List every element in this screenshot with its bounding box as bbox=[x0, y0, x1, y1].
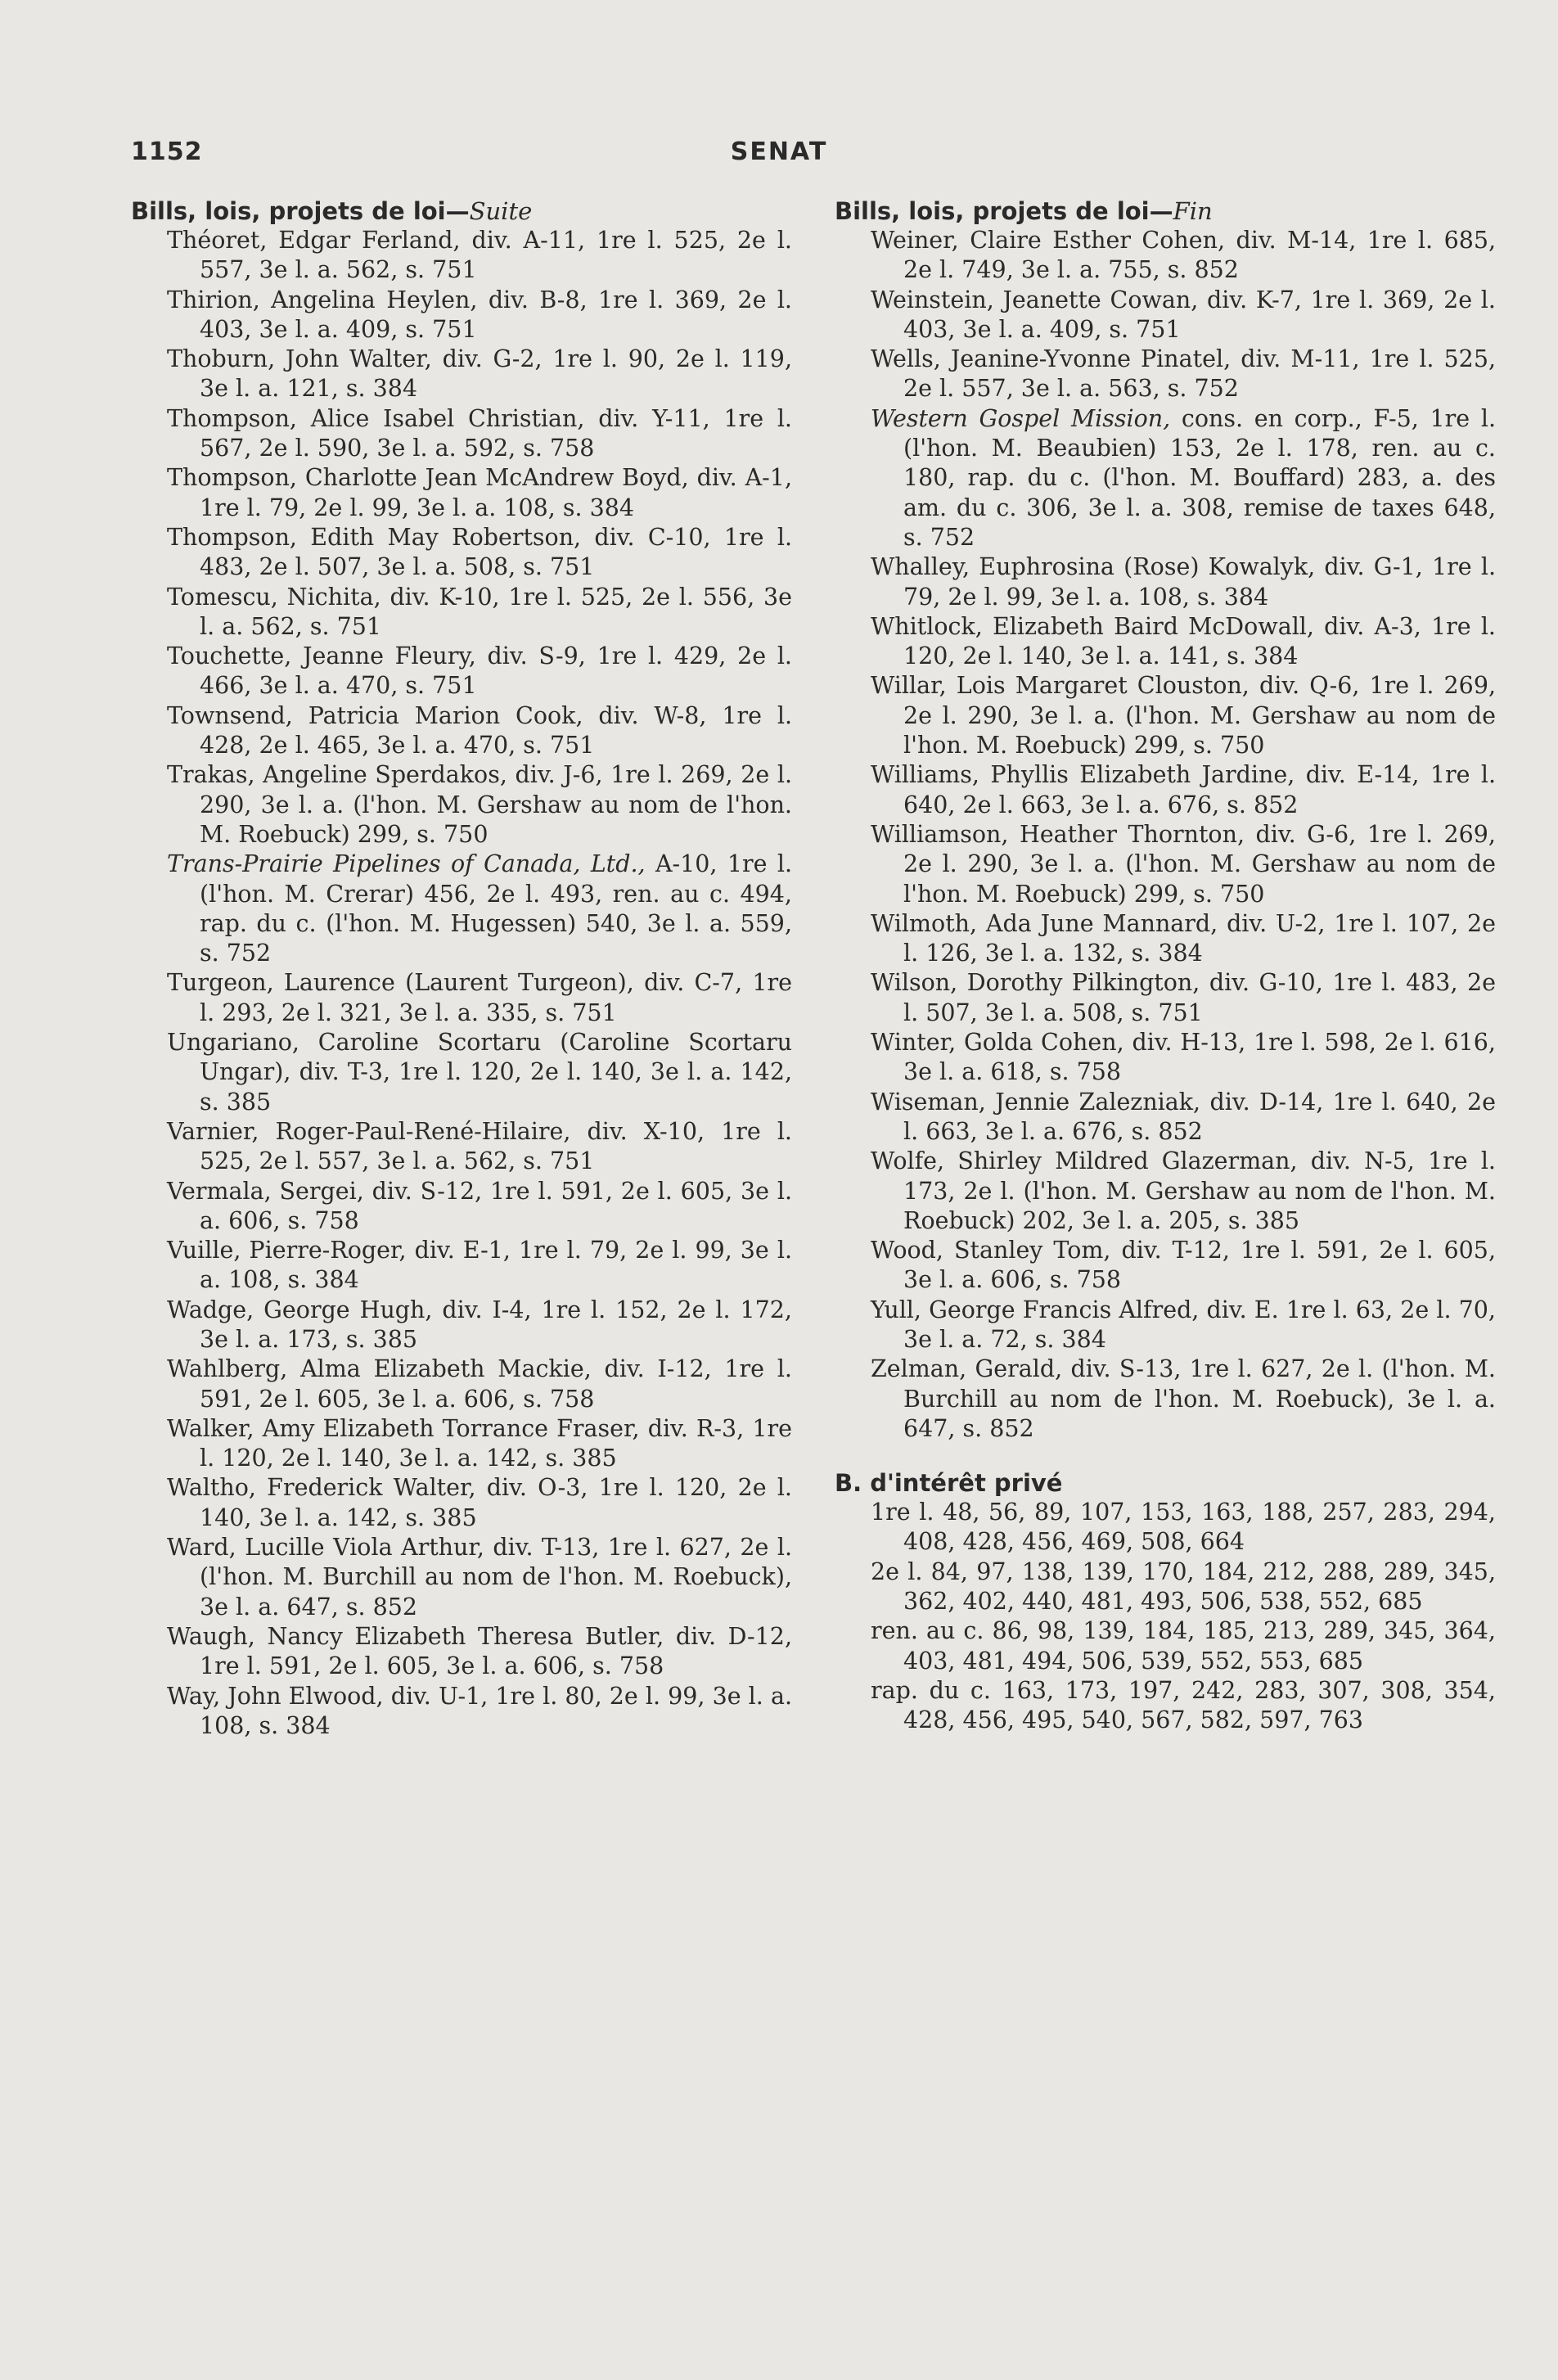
index-entry bbox=[131, 850, 792, 968]
entry-name: Townsend, Patricia Marion Cook, bbox=[167, 701, 583, 729]
entry-list bbox=[835, 226, 1496, 1444]
entry-references: div. I-4, 1re l. 152, 2e l. 172, 3e l. a. 173, s. 385 bbox=[200, 1296, 792, 1353]
index-entry bbox=[131, 1473, 792, 1533]
index-entry bbox=[131, 1028, 792, 1117]
heading-suffix: Fin bbox=[1173, 197, 1213, 225]
entry-references: 84, 97, 138, 139, 170, 184, 212, 288, 289, 345, 362, 402, 440, 481, 493, 506, 538, 552, 685 bbox=[903, 1557, 1497, 1616]
entry-name: Weiner, Claire Esther Cohen, bbox=[871, 227, 1226, 254]
entry-name: Thirion, Angelina Heylen, bbox=[167, 286, 478, 313]
entry-name: Williams, Phyllis Elizabeth Jardine, bbox=[871, 761, 1295, 789]
index-entry bbox=[835, 1557, 1496, 1617]
entry-references: div. D-12, 1re l. 591, 2e l. 605, 3e l. a. 606, s. 758 bbox=[200, 1622, 793, 1680]
heading-text: Bills, lois, projets de loi— bbox=[131, 197, 470, 225]
index-entry bbox=[835, 1355, 1496, 1444]
index-entry bbox=[131, 226, 792, 286]
heading-text: Bills, lois, projets de loi— bbox=[835, 197, 1173, 225]
index-entry bbox=[131, 286, 792, 345]
entry-references: div. R-3, 1re l. 120, 2e l. 140, 3e l. a. 142, s. 385 bbox=[200, 1414, 792, 1472]
entry-name: Waltho, Frederick Walter, bbox=[167, 1474, 476, 1502]
index-entry bbox=[131, 1355, 792, 1414]
entry-name: Wiseman, Jennie Zalezniak, bbox=[871, 1088, 1201, 1116]
entry-name: Whitlock, Elizabeth Baird McDowall, bbox=[871, 612, 1314, 640]
heading-suffix: Suite bbox=[469, 197, 533, 225]
index-entry bbox=[131, 1177, 792, 1237]
index-entry bbox=[131, 642, 792, 701]
entry-references: div. E-1, 1re l. 79, 2e l. 99, 3e l. a. 108, s. 384 bbox=[200, 1237, 793, 1294]
entry-name: Whalley, Euphrosina (Rose) Kowalyk, bbox=[871, 553, 1316, 581]
entry-references: div. J-6, 1re l. 269, 2e l. 290, 3e l. a. (l'hon. M. Gershaw au nom de l'hon. M. Roebuck) 299, s. 750 bbox=[200, 761, 793, 848]
index-entry bbox=[835, 671, 1496, 760]
page-number: 1152 bbox=[131, 137, 203, 166]
index-entry bbox=[835, 552, 1496, 612]
entry-references: div. C-10, 1re l. 483, 2e l. 507, 3e l. a. 508, s. 751 bbox=[200, 523, 792, 581]
index-entry bbox=[131, 1533, 792, 1622]
entry-name: Wilson, Dorothy Pilkington, bbox=[871, 969, 1200, 997]
entry-name: Western Gospel Mission, bbox=[871, 404, 1171, 432]
entry-references: div. A-1, 1re l. 79, 2e l. 99, 3e l. a. 108, s. 384 bbox=[200, 464, 792, 521]
index-entry bbox=[131, 1682, 792, 1742]
entry-references: div. Q-6, 1re l. 269, 2e l. 290, 3e l. a. (l'hon. M. Gershaw au nom de l'hon. M. Roebuck) 299, s. 750 bbox=[903, 672, 1497, 760]
entry-references: div. O-3, 1re l. 120, 2e l. 140, 3e l. a. 142, s. 385 bbox=[200, 1474, 792, 1531]
index-entry bbox=[131, 523, 792, 583]
left-column bbox=[131, 196, 792, 1741]
entry-name: Touchette, Jeanne Fleury, bbox=[167, 642, 476, 670]
entry-name: 1re l. bbox=[871, 1499, 934, 1526]
index-entry bbox=[131, 404, 792, 464]
index-entry bbox=[835, 1296, 1496, 1355]
index-entry bbox=[835, 909, 1496, 969]
entry-name: Winter, Golda Cohen, bbox=[871, 1029, 1124, 1057]
index-entry bbox=[835, 820, 1496, 909]
index-entry bbox=[835, 404, 1496, 552]
index-entry bbox=[131, 1414, 792, 1474]
entry-name: Ward, Lucille Viola Arthur, bbox=[167, 1534, 484, 1562]
entry-references: div. M-11, 1re l. 525, 2e l. 557, 3e l. a. 563, s. 752 bbox=[903, 345, 1497, 403]
entry-name: Trakas, Angeline Sperdakos, bbox=[167, 761, 507, 789]
entry-name: Wahlberg, Alma Elizabeth Mackie, bbox=[167, 1355, 592, 1383]
index-entry bbox=[835, 1088, 1496, 1147]
entry-name: Williamson, Heather Thornton, bbox=[871, 820, 1245, 848]
entry-name: Way, John Elwood, bbox=[167, 1682, 384, 1710]
index-entry bbox=[131, 345, 792, 404]
entry-name: ren. au c. bbox=[871, 1617, 984, 1645]
entry-references: div. K-10, 1re l. 525, 2e l. 556, 3e l. a. 562, s. 751 bbox=[200, 583, 792, 640]
entry-references: 48, 56, 89, 107, 153, 163, 188, 257, 283, 294, 408, 428, 456, 469, 508, 664 bbox=[903, 1499, 1496, 1556]
index-entry bbox=[835, 1236, 1496, 1296]
entry-name: Wadge, George Hugh, bbox=[167, 1296, 433, 1323]
entry-references: div. Y-11, 1re l. 567, 2e l. 590, 3e l. a. 592, s. 758 bbox=[200, 404, 792, 462]
entry-references: div. W-8, 1re l. 428, 2e l. 465, 3e l. a. 470, s. 751 bbox=[200, 701, 793, 760]
entry-references: div. G-2, 1re l. 90, 2e l. 119, 3e l. a. 121, s. 384 bbox=[200, 345, 792, 403]
entry-references: div. S-9, 1re l. 429, 2e l. 466, 3e l. a. 470, s. 751 bbox=[200, 642, 792, 700]
entry-references: 163, 173, 197, 242, 283, 307, 308, 354, 428, 456, 495, 540, 567, 582, 597, 763 bbox=[903, 1676, 1496, 1734]
running-head: SENAT bbox=[730, 137, 828, 166]
entry-references: div. A-3, 1re l. 120, 2e l. 140, 3e l. a. 141, s. 384 bbox=[903, 612, 1496, 670]
index-entry bbox=[835, 1147, 1496, 1236]
private-entry-list bbox=[835, 1498, 1496, 1735]
index-entry bbox=[131, 1117, 792, 1177]
index-entry bbox=[835, 1028, 1496, 1088]
index-entry bbox=[835, 1676, 1496, 1736]
entry-name: Zelman, Gerald, bbox=[871, 1355, 1063, 1383]
index-entry bbox=[835, 968, 1496, 1028]
entry-references: div. M-14, 1re l. 685, 2e l. 749, 3e l. a. 755, s. 852 bbox=[903, 227, 1497, 284]
index-entry bbox=[835, 226, 1496, 286]
entry-references: div. A-11, 1re l. 525, 2e l. 557, 3e l. a. 562, s. 751 bbox=[200, 227, 792, 284]
entry-name: Thompson, Edith May Robertson, bbox=[167, 523, 582, 551]
entry-name: Wood, Stanley Tom, bbox=[871, 1237, 1111, 1264]
entry-name: Weinstein, Jeanette Cowan, bbox=[871, 286, 1199, 313]
entry-references: div. U-1, 1re l. 80, 2e l. 99, 3e l. a. 108, s. 384 bbox=[200, 1682, 793, 1739]
entry-references: div. S-12, 1re l. 591, 2e l. 605, 3e l. a. 606, s. 758 bbox=[200, 1177, 793, 1234]
entry-references: div. D-14, 1re l. 640, 2e l. 663, 3e l. a. 676, s. 852 bbox=[903, 1088, 1496, 1145]
entry-name: Théoret, Edgar Ferland, bbox=[167, 227, 461, 254]
index-entry bbox=[835, 1498, 1496, 1557]
entry-references: cons. en corp., F-5, 1re l. (l'hon. M. Beaubien) 153, 2e l. 178, ren. au c. 180, rap. du c. (l'hon. M. Bouffard) 283, a. des am. du c. 306, 3e l. a. 308, remise de taxes 648, s. 752 bbox=[903, 404, 1497, 551]
entry-references: div. E. 1re l. 63, 2e l. 70, 3e l. a. 72, s. 384 bbox=[903, 1296, 1496, 1353]
entry-name: Turgeon, Laurence (Laurent Turgeon), bbox=[167, 969, 634, 997]
entry-references: div. I-12, 1re l. 591, 2e l. 605, 3e l. a. 606, s. 758 bbox=[200, 1355, 792, 1413]
entry-references: div. B-8, 1re l. 369, 2e l. 403, 3e l. a. 409, s. 751 bbox=[200, 286, 792, 343]
index-entry bbox=[835, 1616, 1496, 1676]
entry-name: Tomescu, Nichita, bbox=[167, 583, 381, 611]
entry-name: Wells, Jeanine-Yvonne Pinatel, bbox=[871, 345, 1232, 373]
entry-name: Thoburn, John Walter, bbox=[167, 345, 432, 373]
entry-name: Waugh, Nancy Elizabeth Theresa Butler, bbox=[167, 1622, 664, 1650]
index-entry bbox=[835, 345, 1496, 404]
entry-name: Yull, George Francis Alfred, bbox=[871, 1296, 1200, 1323]
index-entry bbox=[131, 463, 792, 523]
entry-name: Ungariano, Caroline Scortaru (Caroline Scortaru Ungar), bbox=[167, 1029, 792, 1086]
index-entry bbox=[131, 968, 792, 1028]
index-entry bbox=[131, 583, 792, 642]
entry-references: div. K-7, 1re l. 369, 2e l. 403, 3e l. a. 409, s. 751 bbox=[903, 286, 1496, 343]
entry-name: Wolfe, Shirley Mildred Glazerman, bbox=[871, 1147, 1298, 1175]
entry-name: Vermala, Sergei, bbox=[167, 1177, 364, 1205]
index-entry bbox=[835, 760, 1496, 820]
entry-references: div. S-13, 1re l. 627, 2e l. (l'hon. M. Burchill au nom de l'hon. M. Roebuck), 3e l. a. 647, s. 852 bbox=[903, 1355, 1496, 1442]
entry-name: Wilmoth, Ada June Mannard, bbox=[871, 909, 1218, 937]
section-heading-private: B. d'intérêt privé bbox=[835, 1469, 1063, 1498]
entry-list bbox=[131, 226, 792, 1741]
index-entry bbox=[131, 701, 792, 761]
entry-name: Varnier, Roger-Paul-René-Hilaire, bbox=[167, 1117, 571, 1145]
entry-references: div. G-10, 1re l. 483, 2e l. 507, 3e l. a. 508, s. 751 bbox=[903, 969, 1497, 1026]
entry-references: div. E-14, 1re l. 640, 2e l. 663, 3e l. a. 676, s. 852 bbox=[903, 761, 1497, 818]
entry-references: div. H-13, 1re l. 598, 2e l. 616, 3e l. a. 618, s. 758 bbox=[903, 1029, 1496, 1086]
entry-name: Trans-Prairie Pipelines of Canada, Ltd., bbox=[167, 850, 646, 878]
entry-references: div. G-6, 1re l. 269, 2e l. 290, 3e l. a. (l'hon. M. Gershaw au nom de l'hon. M. Roebuck) 299, s. 750 bbox=[903, 820, 1496, 908]
entry-name: rap. du c. bbox=[871, 1676, 991, 1704]
index-entry bbox=[131, 1622, 792, 1682]
index-entry bbox=[131, 1296, 792, 1355]
entry-references: A-10, 1re l. (l'hon. M. Crerar) 456, 2e l. 493, ren. au c. 494, rap. du c. (l'hon. M. Hugessen) 540, 3e l. a. 559, s. 752 bbox=[200, 850, 793, 967]
entry-name: Willar, Lois Margaret Clouston, bbox=[871, 672, 1250, 700]
entry-references: div. T-3, 1re l. 120, 2e l. 140, 3e l. a. 142, s. 385 bbox=[200, 1058, 793, 1116]
entry-name: 2e l. bbox=[871, 1557, 923, 1585]
entry-name: Thompson, Charlotte Jean McAndrew Boyd, bbox=[167, 464, 689, 492]
index-entry bbox=[131, 760, 792, 850]
entry-name: Vuille, Pierre-Roger, bbox=[167, 1237, 407, 1264]
entry-references: div. G-1, 1re l. 79, 2e l. 99, 3e l. a. 108, s. 384 bbox=[903, 553, 1496, 611]
right-column bbox=[835, 196, 1496, 1736]
entry-references: div. T-13, 1re l. 627, 2e l. (l'hon. M. Burchill au nom de l'hon. M. Roebuck), 3e l. a. 647, s. 852 bbox=[200, 1534, 793, 1620]
index-entry bbox=[835, 612, 1496, 672]
entry-references: div. U-2, 1re l. 107, 2e l. 126, 3e l. a. 132, s. 384 bbox=[903, 909, 1496, 967]
entry-name: Walker, Amy Elizabeth Torrance Fraser, bbox=[167, 1414, 640, 1442]
entry-references: div. T-12, 1re l. 591, 2e l. 605, 3e l. a. 606, s. 758 bbox=[903, 1237, 1497, 1294]
entry-name: Thompson, Alice Isabel Christian, bbox=[167, 404, 585, 432]
entry-references: div. N-5, 1re l. 173, 2e l. (l'hon. M. Gershaw au nom de l'hon. M. Roebuck) 202, 3e l. a. 205, s. 385 bbox=[903, 1147, 1496, 1234]
entry-references: div. C-7, 1re l. 293, 2e l. 321, 3e l. a. 335, s. 751 bbox=[200, 969, 792, 1026]
column-heading bbox=[835, 196, 1496, 226]
entry-references: div. X-10, 1re l. 525, 2e l. 557, 3e l. a. 562, s. 751 bbox=[200, 1117, 792, 1175]
index-entry bbox=[835, 286, 1496, 345]
entry-references: 86, 98, 139, 184, 185, 213, 289, 345, 364, 403, 481, 494, 506, 539, 552, 553, 685 bbox=[903, 1617, 1496, 1675]
index-entry bbox=[131, 1236, 792, 1296]
column-heading bbox=[131, 196, 792, 226]
